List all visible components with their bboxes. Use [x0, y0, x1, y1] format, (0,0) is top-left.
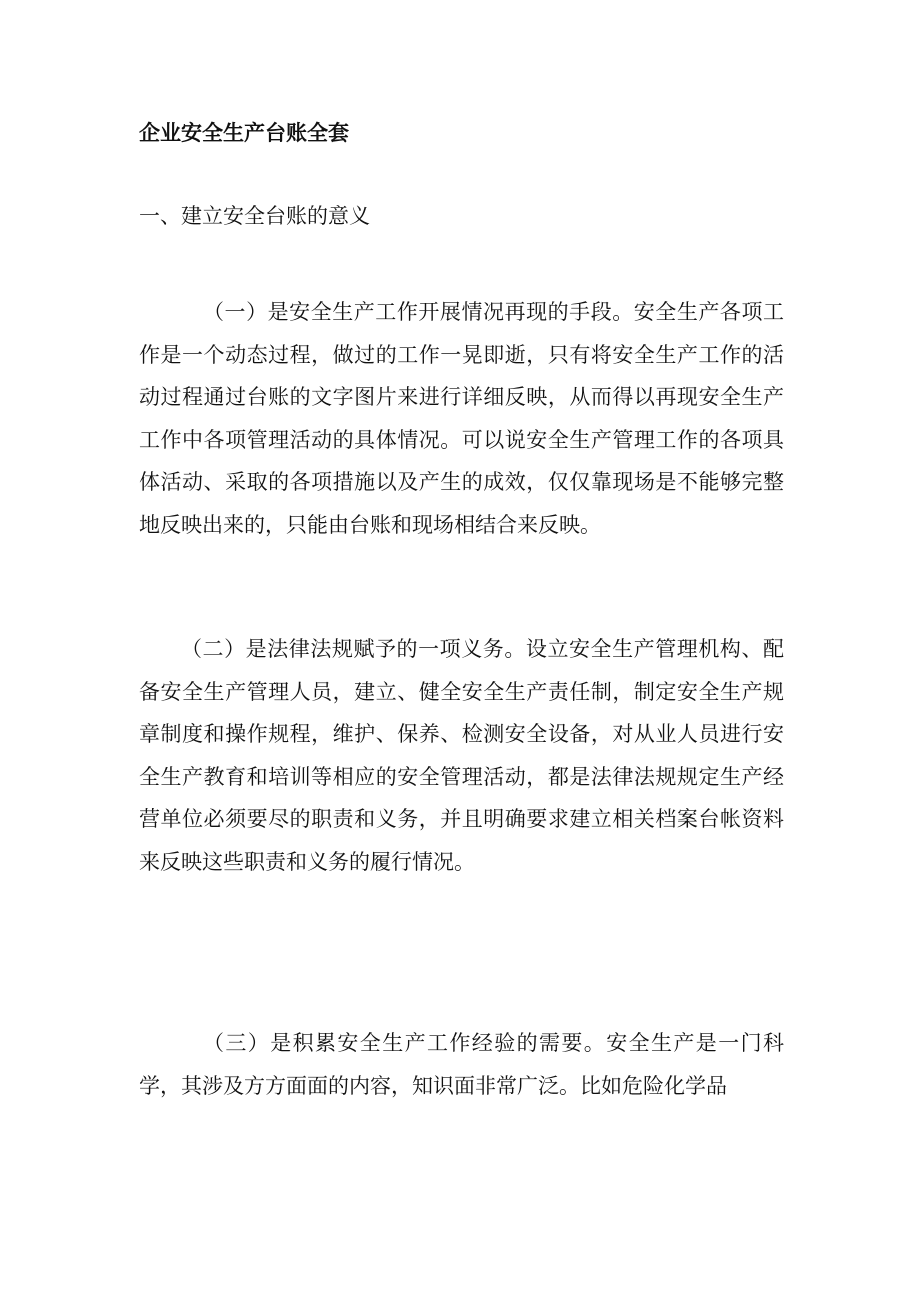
document-title: 企业安全生产台账全套: [139, 120, 349, 145]
paragraph-1: （一）是安全生产工作开展情况再现的手段。安全生产各项工作是一个动态过程，做过的工作一晃即逝，只有将安全生产工作的活动过程通过台账的文字图片来进行详细反映，从而得以再现安全生产工作中各项管理活动的具体情况。可以说安全生产管理工作的各项具体活动、采取的各项措施以及产生的成效，仅仅靠现场是不能够完整地反映出来的，只能由台账和现场相结合来反映。: [139, 300, 784, 537]
paragraph-3: （三）是积累安全生产工作经验的需要。安全生产是一门科学，其涉及方方面面的内容，知识面非常广泛。比如危险化学品: [139, 1031, 784, 1098]
paragraph-2: （二）是法律法规赋予的一项义务。设立安全生产管理机构、配备安全生产管理人员，建立、健全安全生产责任制，制定安全生产规章制度和操作规程，维护、保养、检测安全设备，对从业人员进行安全生产教育和培训等相应的安全管理活动，都是法律法规规定生产经营单位必须要尽的职责和义务，并且明确要求建立相关档案台帐资料来反映这些职责和义务的履行情况。: [139, 637, 784, 874]
section-heading: 一、建立安全台账的意义: [139, 204, 370, 228]
